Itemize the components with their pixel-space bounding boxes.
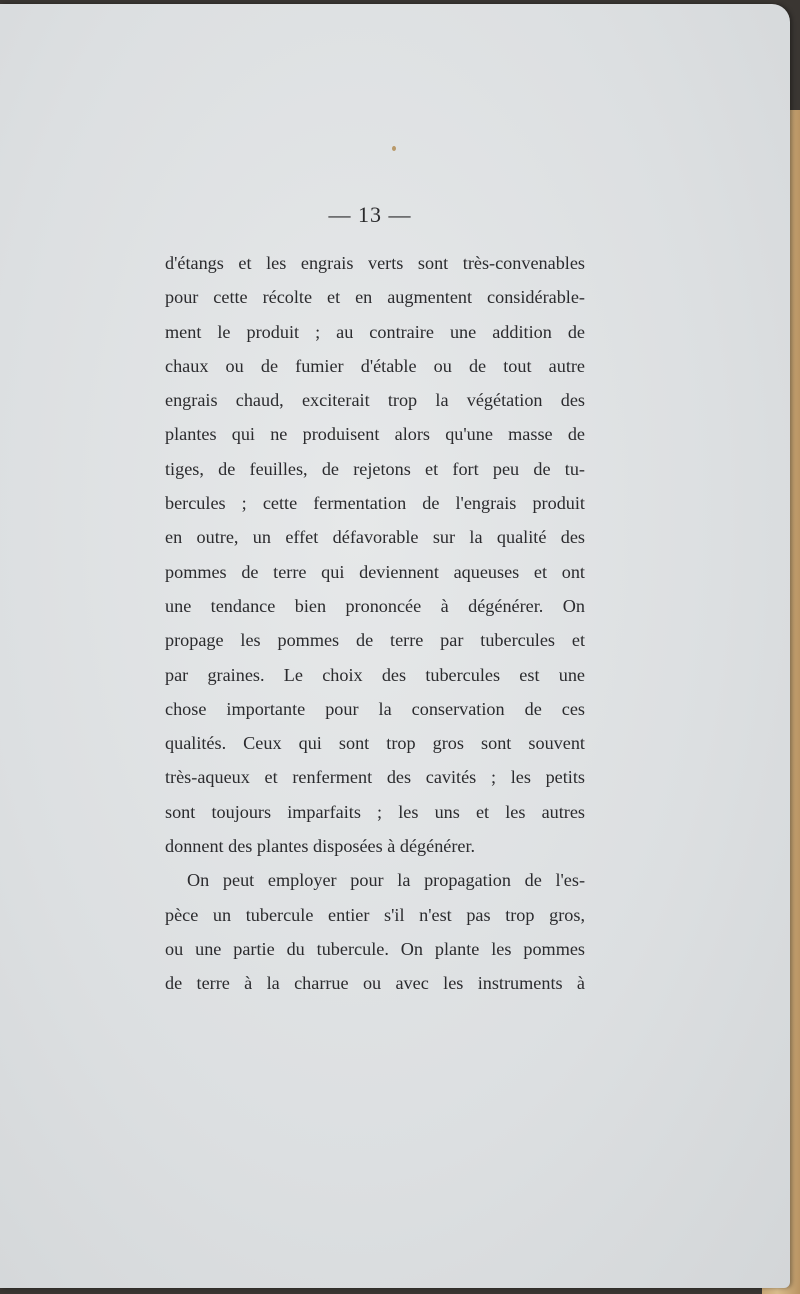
text-line: par graines. Le choix des tubercules est une <box>165 664 585 685</box>
body-text <box>165 246 585 1001</box>
text-line: propage les pommes de terre par tubercules et <box>165 630 585 651</box>
paper-sheet <box>0 4 790 1288</box>
text-line: bercules ; cette fermentation de l'engrais produit <box>165 493 585 514</box>
text-line: On peut employer pour la propagation de l'es- <box>187 870 585 891</box>
text-line: d'étangs et les engrais verts sont très-convenables <box>165 253 585 273</box>
text-line: tiges, de feuilles, de rejetons et fort peu de tu- <box>165 458 585 479</box>
text-line: engrais chaud, exciterait trop la végétation des <box>165 390 585 411</box>
page-number: — 13 — <box>328 202 412 227</box>
text-line: chaux ou de fumier d'étable ou de tout autre <box>165 355 585 376</box>
text-line: pour cette récolte et en augmentent considérable- <box>165 287 585 308</box>
text-line: pommes de terre qui deviennent aqueuses et ont <box>165 561 585 582</box>
text-line: donnent des plantes disposées à dégénérer. <box>165 836 476 857</box>
text-line: sont toujours imparfaits ; les uns et les autres <box>165 801 585 822</box>
text-line: une tendance bien prononcée à dégénérer. On <box>165 595 585 616</box>
text-line: pèce un tubercule entier s'il n'est pas trop gros, <box>165 904 585 925</box>
text-line: plantes qui ne produisent alors qu'une masse de <box>165 424 585 445</box>
text-line: de terre à la charrue ou avec les instruments à <box>165 973 585 994</box>
text-line: ou une partie du tubercule. On plante les pommes <box>165 938 585 959</box>
text-line: qualités. Ceux qui sont trop gros sont souvent <box>165 733 585 754</box>
text-line: ment le produit ; au contraire une addition de <box>165 321 585 342</box>
text-line: en outre, un effet défavorable sur la qualité des <box>165 527 585 548</box>
text-line: chose importante pour la conservation de ces <box>165 698 585 719</box>
paper-stain <box>392 146 396 151</box>
text-line: très-aqueux et renferment des cavités ; les petits <box>165 767 585 788</box>
